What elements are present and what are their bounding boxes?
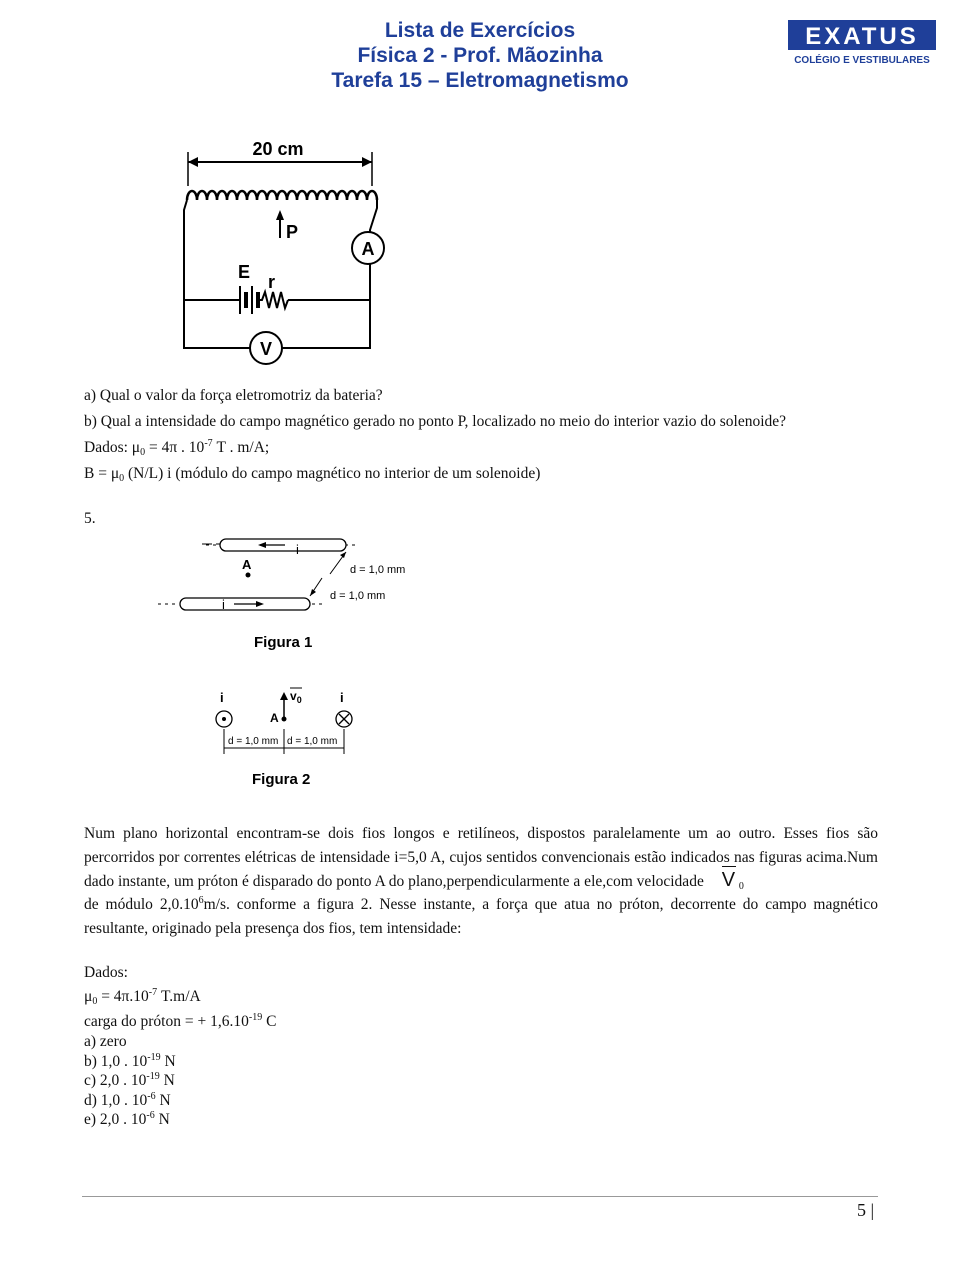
figure-1 [150,538,430,658]
header-title: Lista de Exercícios [384,19,576,42]
option-d: d) 1,0 . $10^{-6}$ N [84,1090,171,1109]
option-b: b) 1,0 . $10^{-19}$ N [84,1051,176,1070]
arrow-right-icon [362,157,372,167]
fig1-distance-1: d = 1,0 mm [350,564,406,576]
point-a-dot [246,573,251,578]
arrow-left-icon [188,157,198,167]
fig2-caption: Figura 2 [252,771,311,788]
q5-charge: carga do próton = + $1,6.10^{-19}$ C [84,1012,277,1030]
q5-mu: $\mu_0 = 4\pi.10^{-7}$ T.m/A [84,987,201,1007]
page-number: 5 | [857,1200,875,1220]
q4-item-a: a) Qual o valor da força eletromotriz da bateria? [84,387,383,404]
svg-text:V: V [259,339,273,359]
figure-2 [200,682,380,792]
length-label: 20 cm [252,139,304,159]
fig2-distance-2: d = 1,0 mm [287,736,338,747]
fig2-point-a: A [270,711,279,725]
fig1-current-top: i [296,542,299,557]
q5-options [84,1032,176,1130]
svg-text:COLÉGIO E VESTIBULARES: COLÉGIO E VESTIBULARES [794,55,930,66]
footer-divider [82,1196,878,1197]
solenoid [187,191,377,200]
q5-dados-title: Dados: [84,964,128,981]
arrow-up-icon [276,210,284,220]
q5-number: 5. [84,510,96,527]
exatus-logo [788,18,936,68]
header-task: Tarefa 15 – Eletromagnetismo [331,69,629,92]
option-c: c) 2,0 . $10^{-19}$ N [84,1071,175,1089]
svg-text:EXATUS: EXATUS [805,23,919,50]
point-p-label: P [286,222,299,242]
resistance-label: r [268,272,276,292]
fig2-velocity: $v_0$ [290,689,302,705]
q4-item-b: b) Qual a intensidade do campo magnético gerado no ponto P, localizado no meio do interior vazio do solenoide? [84,413,787,430]
fig1-distance-2: d = 1,0 mm [330,590,386,602]
emf-label: E [238,262,251,282]
circuit-diagram [170,130,410,370]
velocity-arrow-icon [280,692,288,700]
fig1-current-bottom: i [222,597,225,612]
option-a: a) zero [84,1033,127,1050]
svg-text:A: A [361,239,375,259]
document-header [200,18,760,93]
q4-dados: Dados: $\mu_0 = 4\pi$ . $10^{-7}$ T . m/A; [84,438,270,458]
fig2-distance-1: d = 1,0 mm [228,736,279,747]
fig2-current-right: i [340,690,344,705]
fig2-current-left: i [220,690,224,705]
q5-statement: Num plano horizontal encontram-se dois fios longos e retilíneos, dispostos paralelamente um ao outro. Esses fios são percorridos por correntes elétricas de intensidade i=5,0 A, cujos sentidos convencionais estão indicados nas figuras acima.Num dado instante, um próton é disparado do ponto A do plano,perpendicularmente a ele,com velocidade V $_0$ de módulo 2,0.10$^6$m/s. conforme a figura 2. Nesse instante, a força que atua no próton, decorrente do campo magnético resultante, originado pela presença dos fios, tem intensidade: [84,825,878,938]
fig1-caption: Figura 1 [254,634,313,651]
resistor-icon [258,292,288,308]
fig1-point-a: A [242,557,252,572]
q4-formula: $B = \mu_0$ (N/L) i (módulo do campo magnético no interior de um solenoide) [84,465,541,484]
velocity-vector: V [722,871,735,889]
option-e: e) 2,0 . $10^{-6}$ N [84,1110,170,1128]
header-subtitle: Física 2 - Prof. Mãozinha [357,44,603,67]
